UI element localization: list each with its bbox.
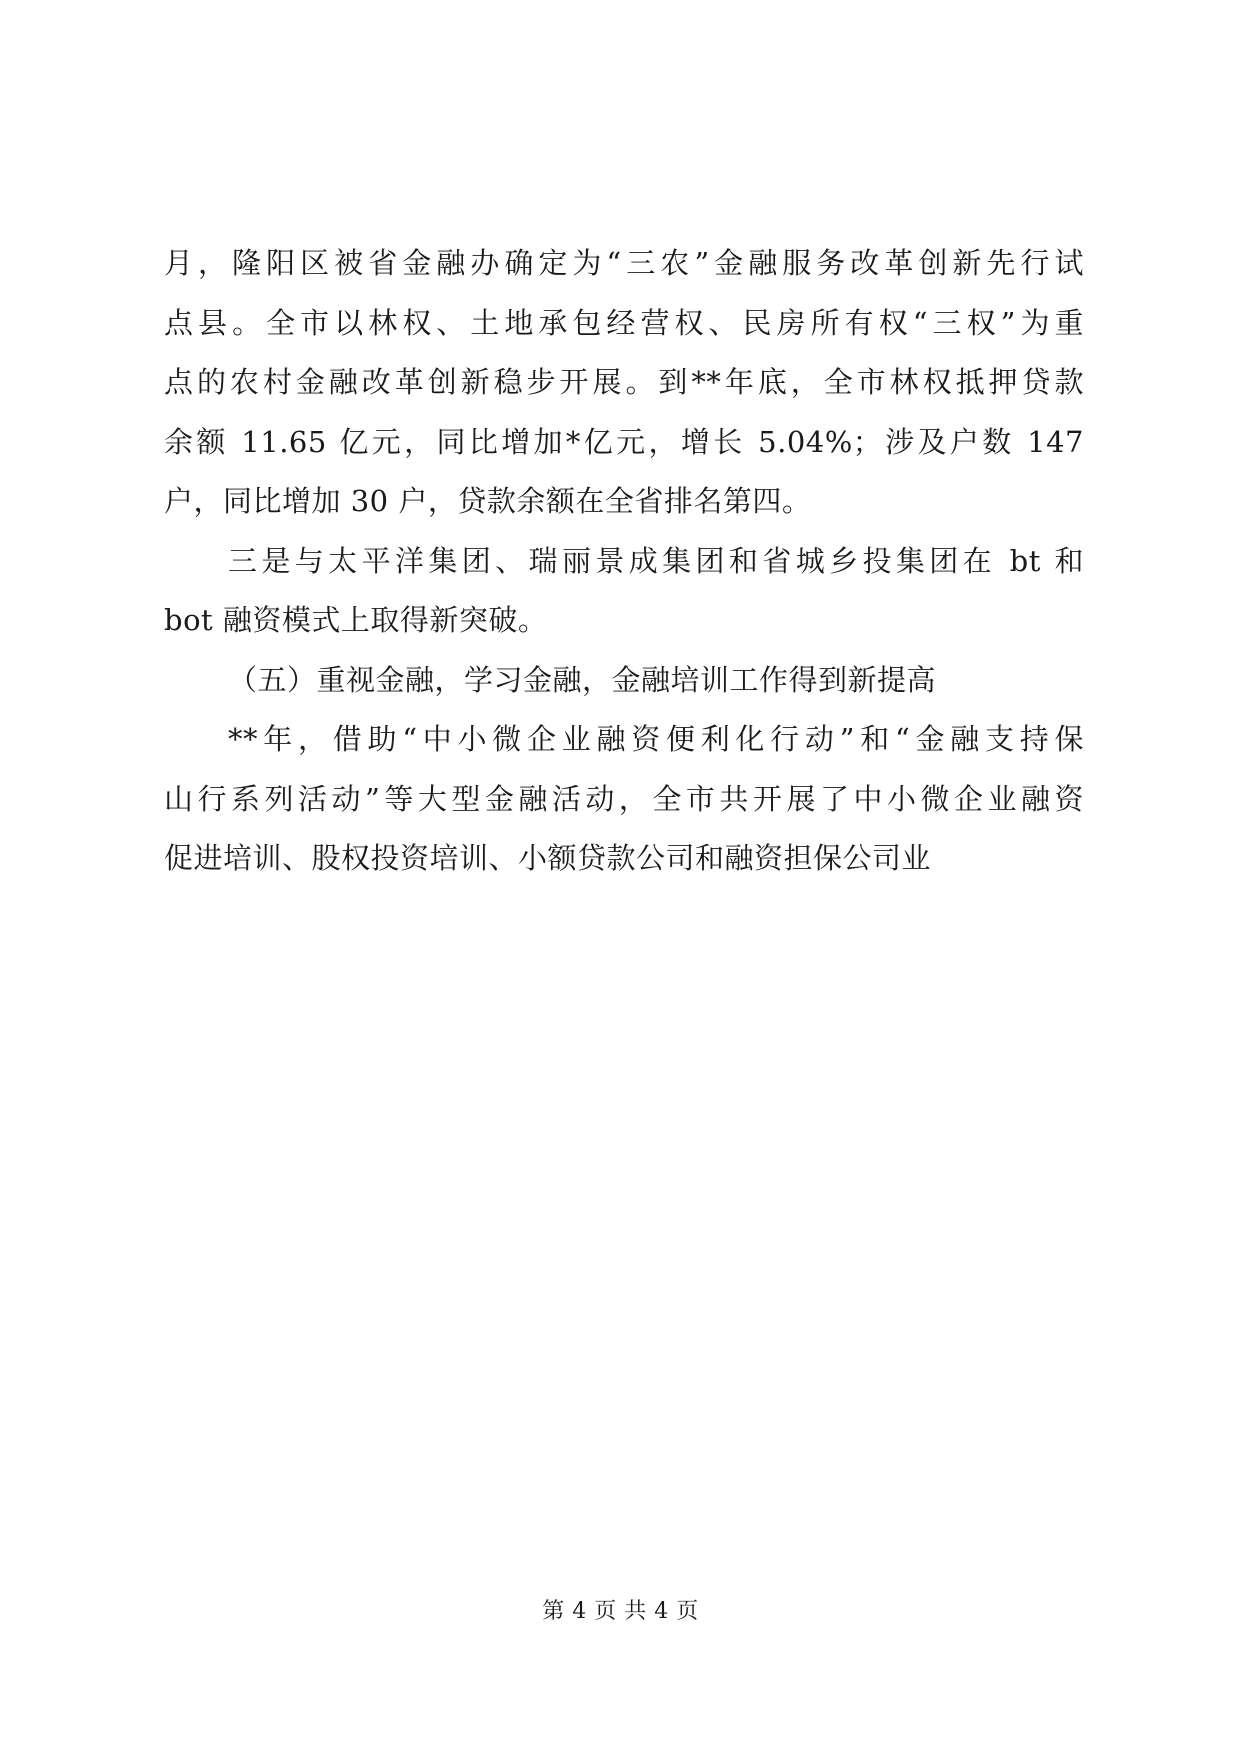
body-text [164, 234, 1084, 889]
text-line: 余额 11.65 亿元，同比增加*亿元，增长 5.04%；涉及户数 147 [164, 424, 1084, 459]
text-line: 户，同比增加 30 户，贷款余额在全省排名第四。 [164, 484, 812, 518]
text-line: bot 融资模式上取得新突破。 [164, 603, 548, 637]
text-line: 点县。全市以林权、土地承包经营权、民房所有权“三权”为重 [164, 305, 1084, 340]
text-line: **年，借助“中小微企业融资便利化行动”和“金融支持保 [228, 722, 1084, 756]
text-line: 山行系列活动”等大型金融活动，全市共开展了中小微企业融资 [164, 781, 1084, 816]
page-footer: 第 4 页 共 4 页 [542, 1599, 699, 1624]
text-line: 三是与太平洋集团、瑞丽景成集团和省城乡投集团在 bt 和 [228, 543, 1084, 578]
text-line: 促进培训、股权投资培训、小额贷款公司和融资担保公司业 [164, 841, 932, 875]
text-line: 月，隆阳区被省金融办确定为“三农”金融服务改革创新先行试 [164, 246, 1084, 280]
text-line: 点的农村金融改革创新稳步开展。到**年底，全市林权抵押贷款 [164, 365, 1084, 399]
section-heading: （五）重视金融，学习金融，金融培训工作得到新提高 [228, 662, 937, 697]
